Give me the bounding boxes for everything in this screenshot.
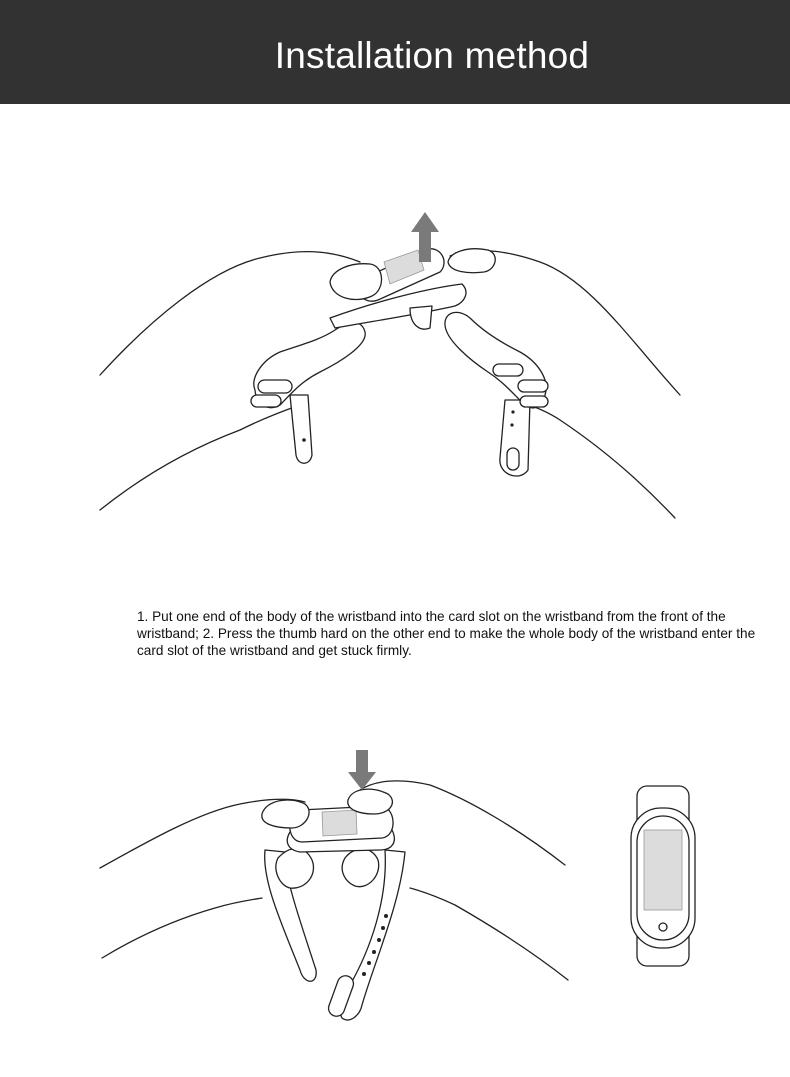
finished-band-illustration	[625, 780, 705, 970]
left-thumb	[262, 800, 309, 828]
left-thumb	[330, 264, 382, 300]
left-strap	[290, 395, 312, 463]
left-arm-lower-outline	[100, 405, 300, 510]
installation-illustration	[0, 740, 600, 1040]
removal-illustration	[0, 200, 790, 530]
left-fingers	[276, 848, 314, 888]
right-arm-lower-outline	[410, 888, 568, 980]
band-screen	[644, 830, 682, 910]
left-arm-lower-outline	[102, 898, 262, 958]
right-fingers	[342, 849, 379, 887]
right-hand	[445, 312, 546, 407]
tracker-screen	[322, 810, 357, 836]
band-button	[659, 923, 667, 931]
page-title: Installation method	[274, 35, 590, 76]
instruction-text: 1. Put one end of the body of the wristband into the card slot on the wristband from the front of the wristband; 2. Press the thumb hard on the other end to make the whole body of the wristband enter the card slot of the wristband and get stuck firmly.	[137, 609, 756, 658]
header-banner	[0, 0, 790, 104]
right-thumb	[348, 789, 393, 814]
right-thumb	[448, 249, 495, 273]
right-arm-lower-outline	[520, 402, 675, 518]
